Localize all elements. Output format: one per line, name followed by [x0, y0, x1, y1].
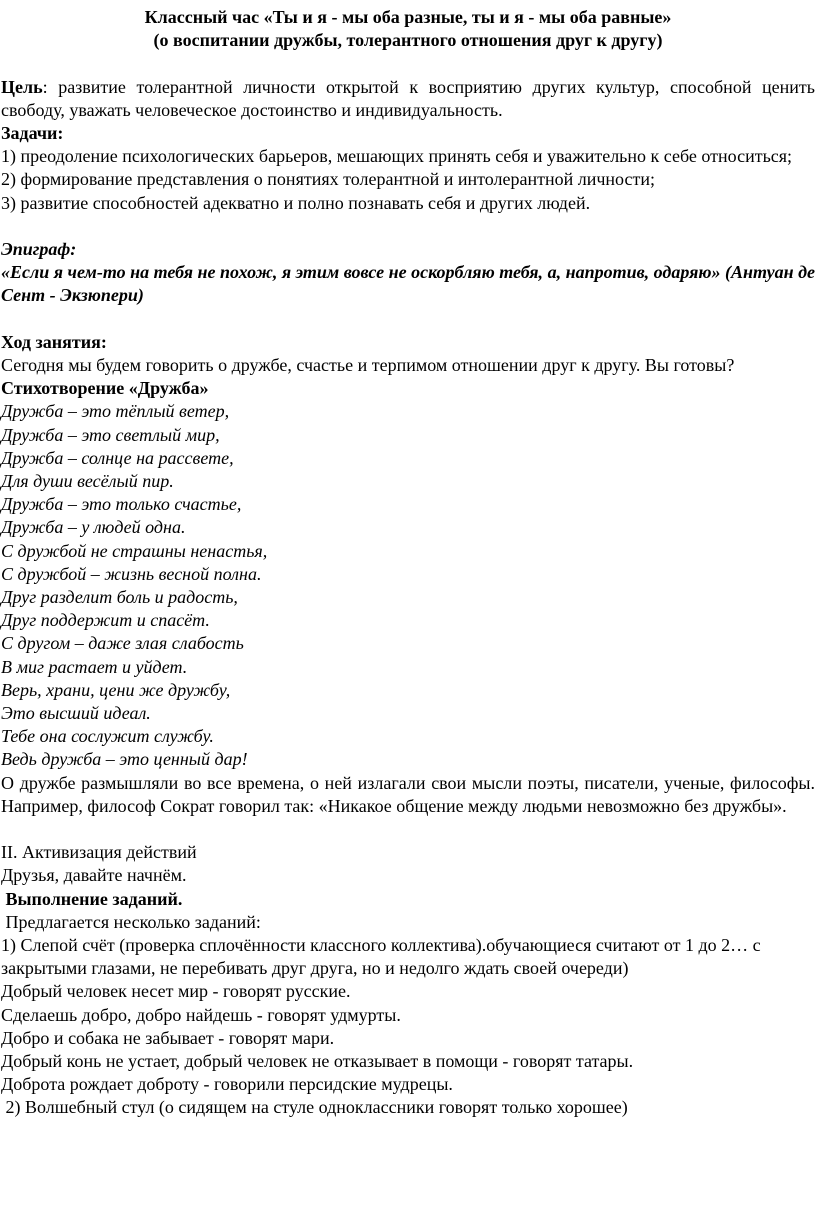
- task-item: 1) преодоление психологических барьеров, мешающих принять себя и уважительно к себе относиться;: [1, 146, 793, 167]
- lesson-heading: Ход занятия:: [1, 331, 107, 352]
- poem-line: В миг растает и уйдет.: [1, 656, 188, 677]
- poem-line: Дружба – у людей одна.: [1, 517, 186, 538]
- spacer: [1, 308, 815, 331]
- poem-line: Дружба – солнце на рассвете,: [1, 447, 234, 468]
- goal-text: : развитие толерантной личности открытой к восприятию других культур, способной ценить свободу, уважать человеческое достоинство и индивидуальность.: [1, 76, 815, 120]
- reflection-paragraph: О дружбе размышляли во все времена, о ней излагали свои мысли поэты, писатели, ученые, философы. Например, философ Сократ говорил так: «Никакое общение между людьми невозможно без дружбы».: [1, 772, 815, 816]
- poem-line: Тебе она сослужит службу.: [1, 726, 214, 747]
- poem-line: С дружбой – жизнь весной полна.: [1, 563, 262, 584]
- task-item: 3) развитие способностей адекватно и полно познавать себя и других людей.: [1, 192, 591, 213]
- activation-start: Друзья, давайте начнём.: [1, 865, 187, 886]
- tasks-label: Задачи:: [1, 123, 64, 143]
- activation-heading: II. Активизация действий: [1, 842, 197, 863]
- tasks-section-label: Выполнение заданий.: [1, 888, 183, 909]
- document-title-line-2: (о воспитании дружбы, толерантного отношения друг к другу): [153, 30, 663, 51]
- document-title-line-1: Классный час «Ты и я - мы оба разные, ты и я - мы оба равные»: [144, 7, 672, 27]
- tasks-intro: Предлагается несколько заданий:: [1, 911, 261, 932]
- proverb: Добрый человек несет мир - говорят русские.: [1, 981, 351, 1002]
- task-magic-chair: 2) Волшебный стул (о сидящем на стуле одноклассники говорят только хорошее): [1, 1097, 628, 1118]
- goal-label: Цель: [1, 76, 43, 97]
- poem-title: Стихотворение «Дружба»: [1, 378, 209, 399]
- epigraph-label: Эпиграф:: [1, 239, 77, 259]
- spacer: [1, 818, 815, 841]
- proverb: Добро и собака не забывает - говорят мари.: [1, 1027, 335, 1048]
- poem-line: С дружбой не страшны ненастья,: [1, 540, 268, 561]
- poem-line: Ведь дружба – это ценный дар!: [1, 749, 248, 770]
- task-blind-count: 1) Слепой счёт (проверка сплочённости классного коллектива).обучающиеся считают от 1 до 2… с закрытыми глазами, не перебивать друг друга, но и недолго ждать своей очереди): [1, 935, 761, 979]
- lesson-intro: Сегодня мы будем говорить о дружбе, счастье и терпимом отношении друг к другу. Вы готовы?: [1, 355, 735, 375]
- spacer: [1, 215, 815, 238]
- task-item: 2) формирование представления о понятиях толерантной и интолерантной личности;: [1, 169, 655, 190]
- goal-paragraph: [1, 76, 815, 122]
- poem: [1, 400, 815, 771]
- proverb: Сделаешь добро, добро найдешь - говорят удмурты.: [1, 1004, 401, 1025]
- poem-line: Дружба – это только счастье,: [1, 494, 242, 515]
- poem-line: Дружба – это тёплый ветер,: [1, 401, 230, 422]
- epigraph-quote: «Если я чем-то на тебя не похож, я этим вовсе не оскорбляю тебя, а, напротив, одаряю» (Антуан де Сент - Экзюпери): [1, 262, 815, 306]
- poem-line: Друг поддержит и спасёт.: [1, 610, 210, 631]
- poem-line: Это высший идеал.: [1, 703, 151, 724]
- poem-line: Друг разделит боль и радость,: [1, 587, 238, 608]
- proverb: Доброта рождает доброту - говорили персидские мудрецы.: [1, 1074, 453, 1095]
- poem-line: Верь, храни, цени же дружбу,: [1, 679, 231, 700]
- proverb: Добрый конь не устает, добрый человек не отказывает в помощи - говорят татары.: [1, 1051, 634, 1072]
- poem-line: С другом – даже злая слабость: [1, 633, 244, 654]
- poem-line: Для души весёлый пир.: [1, 471, 174, 492]
- poem-line: Дружба – это светлый мир,: [1, 424, 220, 445]
- spacer: [1, 52, 815, 75]
